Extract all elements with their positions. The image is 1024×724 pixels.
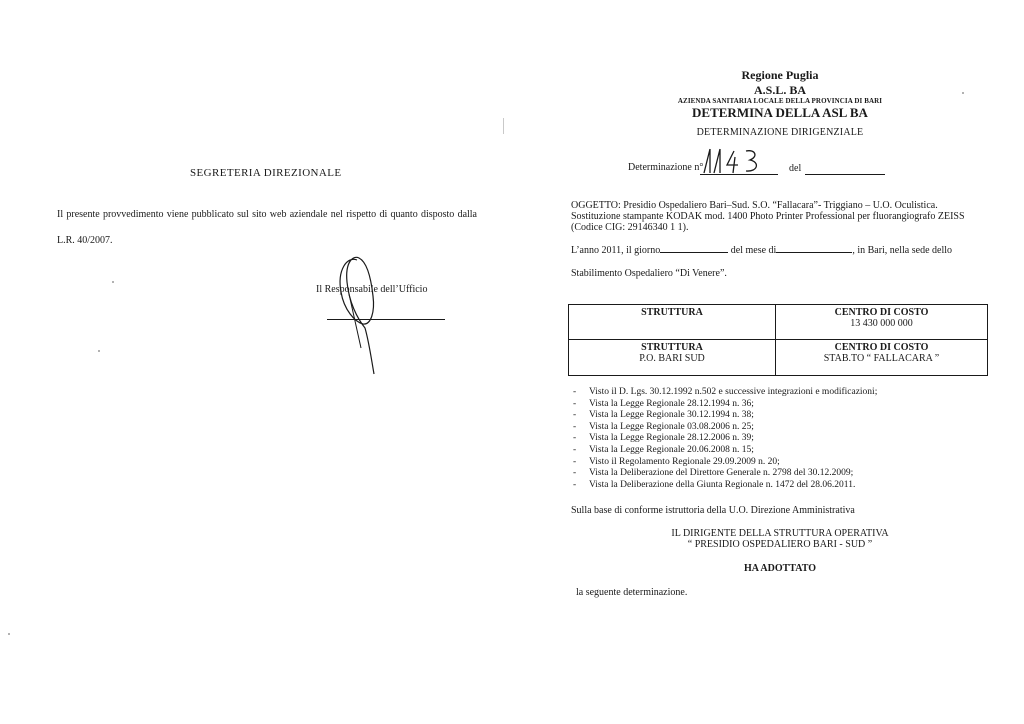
list-item: - Vista la Deliberazione del Direttore Generale n. 2798 del 30.12.2009; bbox=[571, 468, 877, 480]
list-item: - Visto il D. Lgs. 30.12.1992 n.502 e successive integrazioni e modificazioni; bbox=[571, 387, 877, 399]
table-cell-cost-center: CENTRO DI COSTO STAB.TO “ FALLACARA ” bbox=[776, 342, 987, 364]
table-cell-structure: STRUTTURA P.O. BARI SUD bbox=[569, 342, 775, 364]
structure-value: P.O. BARI SUD bbox=[639, 353, 705, 364]
table-cell-cost-center-header: CENTRO DI COSTO 13 430 000 000 bbox=[776, 307, 987, 329]
instruction-line: Sulla base di conforme istruttoria della U.O. Direzione Amministrativa bbox=[571, 505, 855, 516]
list-item: - Vista la Legge Regionale 28.12.2006 n. 39; bbox=[571, 433, 877, 445]
publication-notice: Il presente provvedimento viene pubblicato sul sito web aziendale nel rispetto di quanto disposto dalla L.R. 40/2007. bbox=[57, 209, 477, 246]
list-item: - Vista la Deliberazione della Giunta Regionale n. 1472 del 28.06.2011. bbox=[571, 480, 877, 492]
legal-references-list bbox=[571, 387, 877, 491]
date-sentence bbox=[571, 245, 976, 256]
scan-speck bbox=[98, 350, 100, 352]
day-blank bbox=[660, 252, 728, 253]
month-blank bbox=[776, 252, 852, 253]
cost-center-code: 13 430 000 000 bbox=[850, 318, 913, 329]
date-label: del bbox=[789, 163, 802, 174]
date-sentence-part2: del mese di bbox=[730, 245, 777, 256]
page-fold bbox=[503, 118, 504, 134]
agency-name: AZIENDA SANITARIA LOCALE DELLA PROVINCIA DI BARI bbox=[677, 97, 883, 105]
adopted-heading: HA ADOTTATO bbox=[744, 563, 816, 574]
responsible-label: Il Responsabile dell’Ufficio bbox=[316, 284, 428, 295]
table-cell-structure-header: STRUTTURA bbox=[641, 307, 703, 318]
structure-table bbox=[568, 304, 988, 376]
document-type: DETERMINA DELLA ASL BA bbox=[692, 105, 868, 120]
list-item: - Vista la Legge Regionale 30.12.1994 n. 38; bbox=[571, 410, 877, 422]
scan-speck bbox=[112, 281, 114, 283]
closing-line: la seguente determinazione. bbox=[576, 587, 688, 598]
list-item: - Vista la Legge Regionale 03.08.2006 n. 25; bbox=[571, 422, 877, 434]
cost-center-value: STAB.TO “ FALLACARA ” bbox=[823, 353, 940, 364]
subject-paragraph: OGGETTO: Presidio Ospedaliero Bari–Sud. S.O. “Fallacara”- Triggiano – U.O. Oculistica. Sostituzione stampante KODAK mod. 1400 Photo Printer Professional per fluorangiografo ZEISS (Codice CIG: 29146340 1 1). bbox=[571, 200, 965, 233]
asl-name: A.S.L. BA bbox=[753, 83, 806, 97]
determination-label: Determinazione n° bbox=[628, 162, 704, 173]
director-line1: IL DIRIGENTE DELLA STRUTTURA OPERATIVA bbox=[671, 528, 889, 539]
list-item: - Visto il Regolamento Regionale 29.09.2009 n. 20; bbox=[571, 457, 877, 469]
scan-speck bbox=[8, 633, 10, 635]
date-underline bbox=[805, 174, 885, 175]
document-subtype: DETERMINAZIONE DIRIGENZIALE bbox=[696, 127, 864, 138]
list-item: - Vista la Legge Regionale 20.06.2008 n. 15; bbox=[571, 445, 877, 457]
handwritten-signature bbox=[327, 252, 397, 377]
region-name: Regione Puglia bbox=[741, 68, 819, 82]
date-sentence-part1: L’anno 2011, il giorno bbox=[571, 245, 661, 256]
office-title: SEGRETERIA DIREZIONALE bbox=[190, 167, 342, 179]
scan-speck bbox=[962, 92, 964, 94]
date-sentence-part3: , in Bari, nella sede dello bbox=[852, 245, 953, 256]
director-title bbox=[652, 528, 908, 550]
establishment-line: Stabilimento Ospedaliero “Di Venere”. bbox=[571, 268, 727, 279]
number-underline bbox=[700, 174, 778, 175]
handwritten-number bbox=[700, 145, 778, 175]
director-line2: “ PRESIDIO OSPEDALIERO BARI - SUD ” bbox=[687, 539, 873, 550]
list-item: - Vista la Legge Regionale 28.12.1994 n. 36; bbox=[571, 399, 877, 411]
